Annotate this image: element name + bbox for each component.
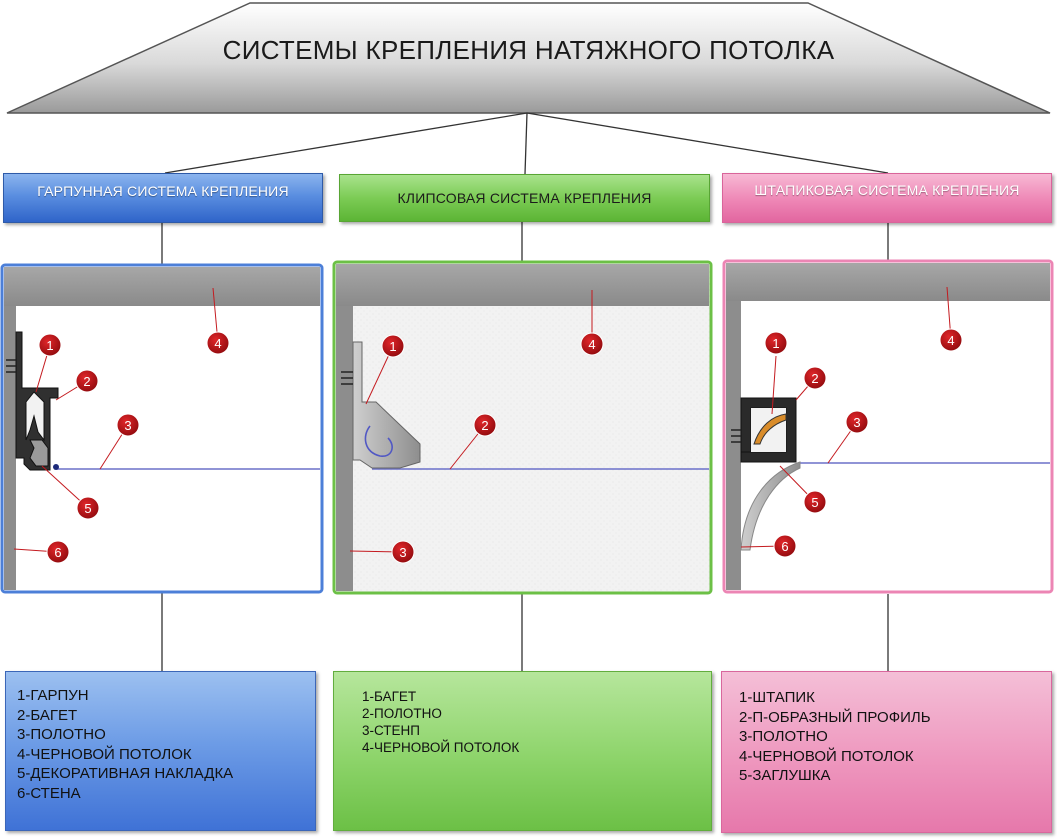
diagram-panel-harpoon: [2, 265, 322, 592]
callout-label: 3: [853, 415, 861, 430]
callout-marker: [47, 541, 69, 563]
legend-item: 2-БАГЕТ: [17, 706, 78, 724]
callout-marker: [474, 414, 496, 436]
system-label-harpoon: ГАРПУННАЯ СИСТЕМА КРЕПЛЕНИЯ: [3, 173, 323, 223]
legend-item: 6-СТЕНА: [17, 784, 81, 802]
callout-marker: [765, 332, 787, 354]
legend-item: 1-ГАРПУН: [17, 687, 89, 704]
rough-ceiling: [4, 267, 320, 306]
callout-marker: [846, 411, 868, 433]
wall: [336, 306, 353, 591]
rough-ceiling: [726, 263, 1050, 301]
legend-list: [362, 688, 711, 756]
wall: [4, 306, 16, 590]
legend-clip: [333, 671, 712, 831]
legend-item: 4-ЧЕРНОВОЙ ПОТОЛОК: [17, 745, 192, 763]
legend-item: 5-ДЕКОРАТИВНАЯ НАКЛАДКА: [17, 765, 234, 782]
legend-item: 3-ПОЛОТНО: [17, 726, 106, 743]
callout-marker: [581, 333, 603, 355]
callout-label: 3: [399, 545, 407, 560]
callout-label: 2: [481, 418, 489, 433]
callout-label: 1: [389, 339, 397, 354]
diagram-panel-clip: [334, 262, 711, 593]
legend-item: 1-ШТАПИК: [739, 689, 815, 706]
callout-label: 6: [781, 539, 789, 554]
callout-label: 1: [46, 338, 54, 353]
callout-label: 1: [772, 336, 780, 351]
page-title: СИСТЕМЫ КРЕПЛЕНИЯ НАТЯЖНОГО ПОТОЛКА: [222, 35, 835, 65]
system-label-clip: КЛИПСОВАЯ СИСТЕМА КРЕПЛЕНИЯ: [339, 174, 710, 222]
callout-marker: [940, 329, 962, 351]
legend-list: [17, 686, 315, 803]
legend-item: 2-П-ОБРАЗНЫЙ ПРОФИЛЬ: [739, 708, 931, 726]
callout-marker: [804, 491, 826, 513]
legend-list: [739, 688, 1051, 786]
system-label-shtapik: ШТАПИКОВАЯ СИСТЕМА КРЕПЛЕНИЯ: [722, 173, 1052, 223]
callout-marker: [76, 370, 98, 392]
callout-marker: [77, 497, 99, 519]
callout-label: 5: [84, 501, 92, 516]
legend-shtapik: [721, 671, 1052, 833]
legend-item: 2-ПОЛОТНО: [362, 706, 442, 721]
legend-item: 3-СТЕНП: [362, 723, 421, 738]
callout-label: 4: [588, 337, 596, 352]
legend-item: 1-БАГЕТ: [362, 689, 417, 704]
callout-label: 3: [124, 418, 132, 433]
callout-marker: [117, 414, 139, 436]
rough-ceiling: [336, 264, 709, 306]
legend-harpoon: [5, 671, 316, 831]
callout-marker: [382, 335, 404, 357]
legend-item: 3-ПОЛОТНО: [739, 728, 828, 745]
legend-item: 4-ЧЕРНОВОЙ ПОТОЛОК: [362, 740, 520, 755]
callout-label: 6: [54, 545, 62, 560]
diagram-panel-shtapik: [724, 261, 1052, 592]
callout-marker: [804, 367, 826, 389]
legend-item: 4-ЧЕРНОВОЙ ПОТОЛОК: [739, 747, 914, 765]
callout-label: 4: [947, 333, 955, 348]
callout-marker: [774, 535, 796, 557]
callout-label: 2: [83, 374, 91, 389]
callout-label: 5: [811, 495, 819, 510]
callout-label: 4: [214, 336, 222, 351]
callout-marker: [39, 334, 61, 356]
callout-marker: [207, 332, 229, 354]
wall: [726, 301, 741, 590]
legend-item: 5-ЗАГЛУШКА: [739, 767, 831, 784]
callout-label: 2: [811, 371, 819, 386]
callout-marker: [392, 541, 414, 563]
